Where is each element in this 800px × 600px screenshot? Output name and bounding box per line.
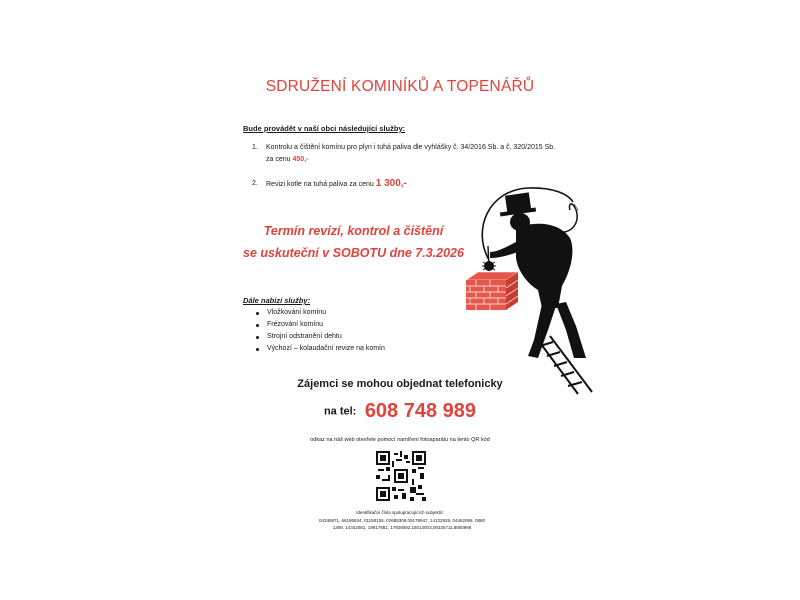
more-services-heading: Dále nabízí služby: [243,296,311,305]
more-services-list [256,307,385,355]
list-item-text: Frézování komínu [267,321,324,328]
bullet-icon [256,324,259,327]
service-price: 1 300,- [375,178,407,189]
order-text: Zájemci se mohou objednat telefonicky [297,378,503,390]
list-item [256,343,385,355]
headline-line-1: Termín revizí, kontrol a čištění [263,224,444,238]
service-number: 2. [252,180,258,187]
service-price: 450,- [292,156,309,163]
document-title: SDRUŽENÍ KOMINÍKŮ A TOPENÁŘŮ [265,78,535,95]
qr-caption: odkaz na náš web otevřete pomocí namíření fotoaparátu na tento QR kód [310,437,490,443]
phone-line [0,400,800,423]
bullet-icon [256,348,259,351]
phone-label: na tel: [323,405,357,418]
service-text [266,142,556,166]
service-description: Kontrolu a čištění komínu pro plyn i tuhá paliva dle vyhlášky č. 34/2016 Sb. a č. 320/2015 Sb. za cenu [266,144,556,163]
ids-list: 04346971, 66195934, 01158155, 02685308,09178947, 14122928, 04462068, 08601308, 14342081, 19917881, 17928092,18014003,09336711,8850996 [318,518,486,530]
list-item-text: Strojní odstranění dehtu [267,333,342,340]
services-intro: Bude provádět v naší obci následující služby: [243,124,406,133]
phone-number[interactable]: 608 748 989 [364,400,477,422]
headline-line-2: se uskuteční v SOBOTU dne 7.3.2026 [243,246,464,260]
bullet-icon [256,336,259,339]
list-item-text: Vložkování komínu [267,309,327,316]
service-number: 1. [252,144,258,151]
ids-heading: Identifikační čísla spolupracujících subjektů: [356,510,444,515]
qr-code-icon[interactable] [376,451,426,501]
chimney-sweep-silhouette [458,180,618,395]
list-item-text: Výchozí – kolaudační revize na komín [267,345,385,352]
list-item [256,331,385,343]
list-item [256,319,385,331]
service-description: Revizi kotle na tuhá paliva za cenu [266,181,376,188]
list-item [256,307,385,319]
date-headline [226,220,481,264]
bullet-icon [256,312,259,315]
